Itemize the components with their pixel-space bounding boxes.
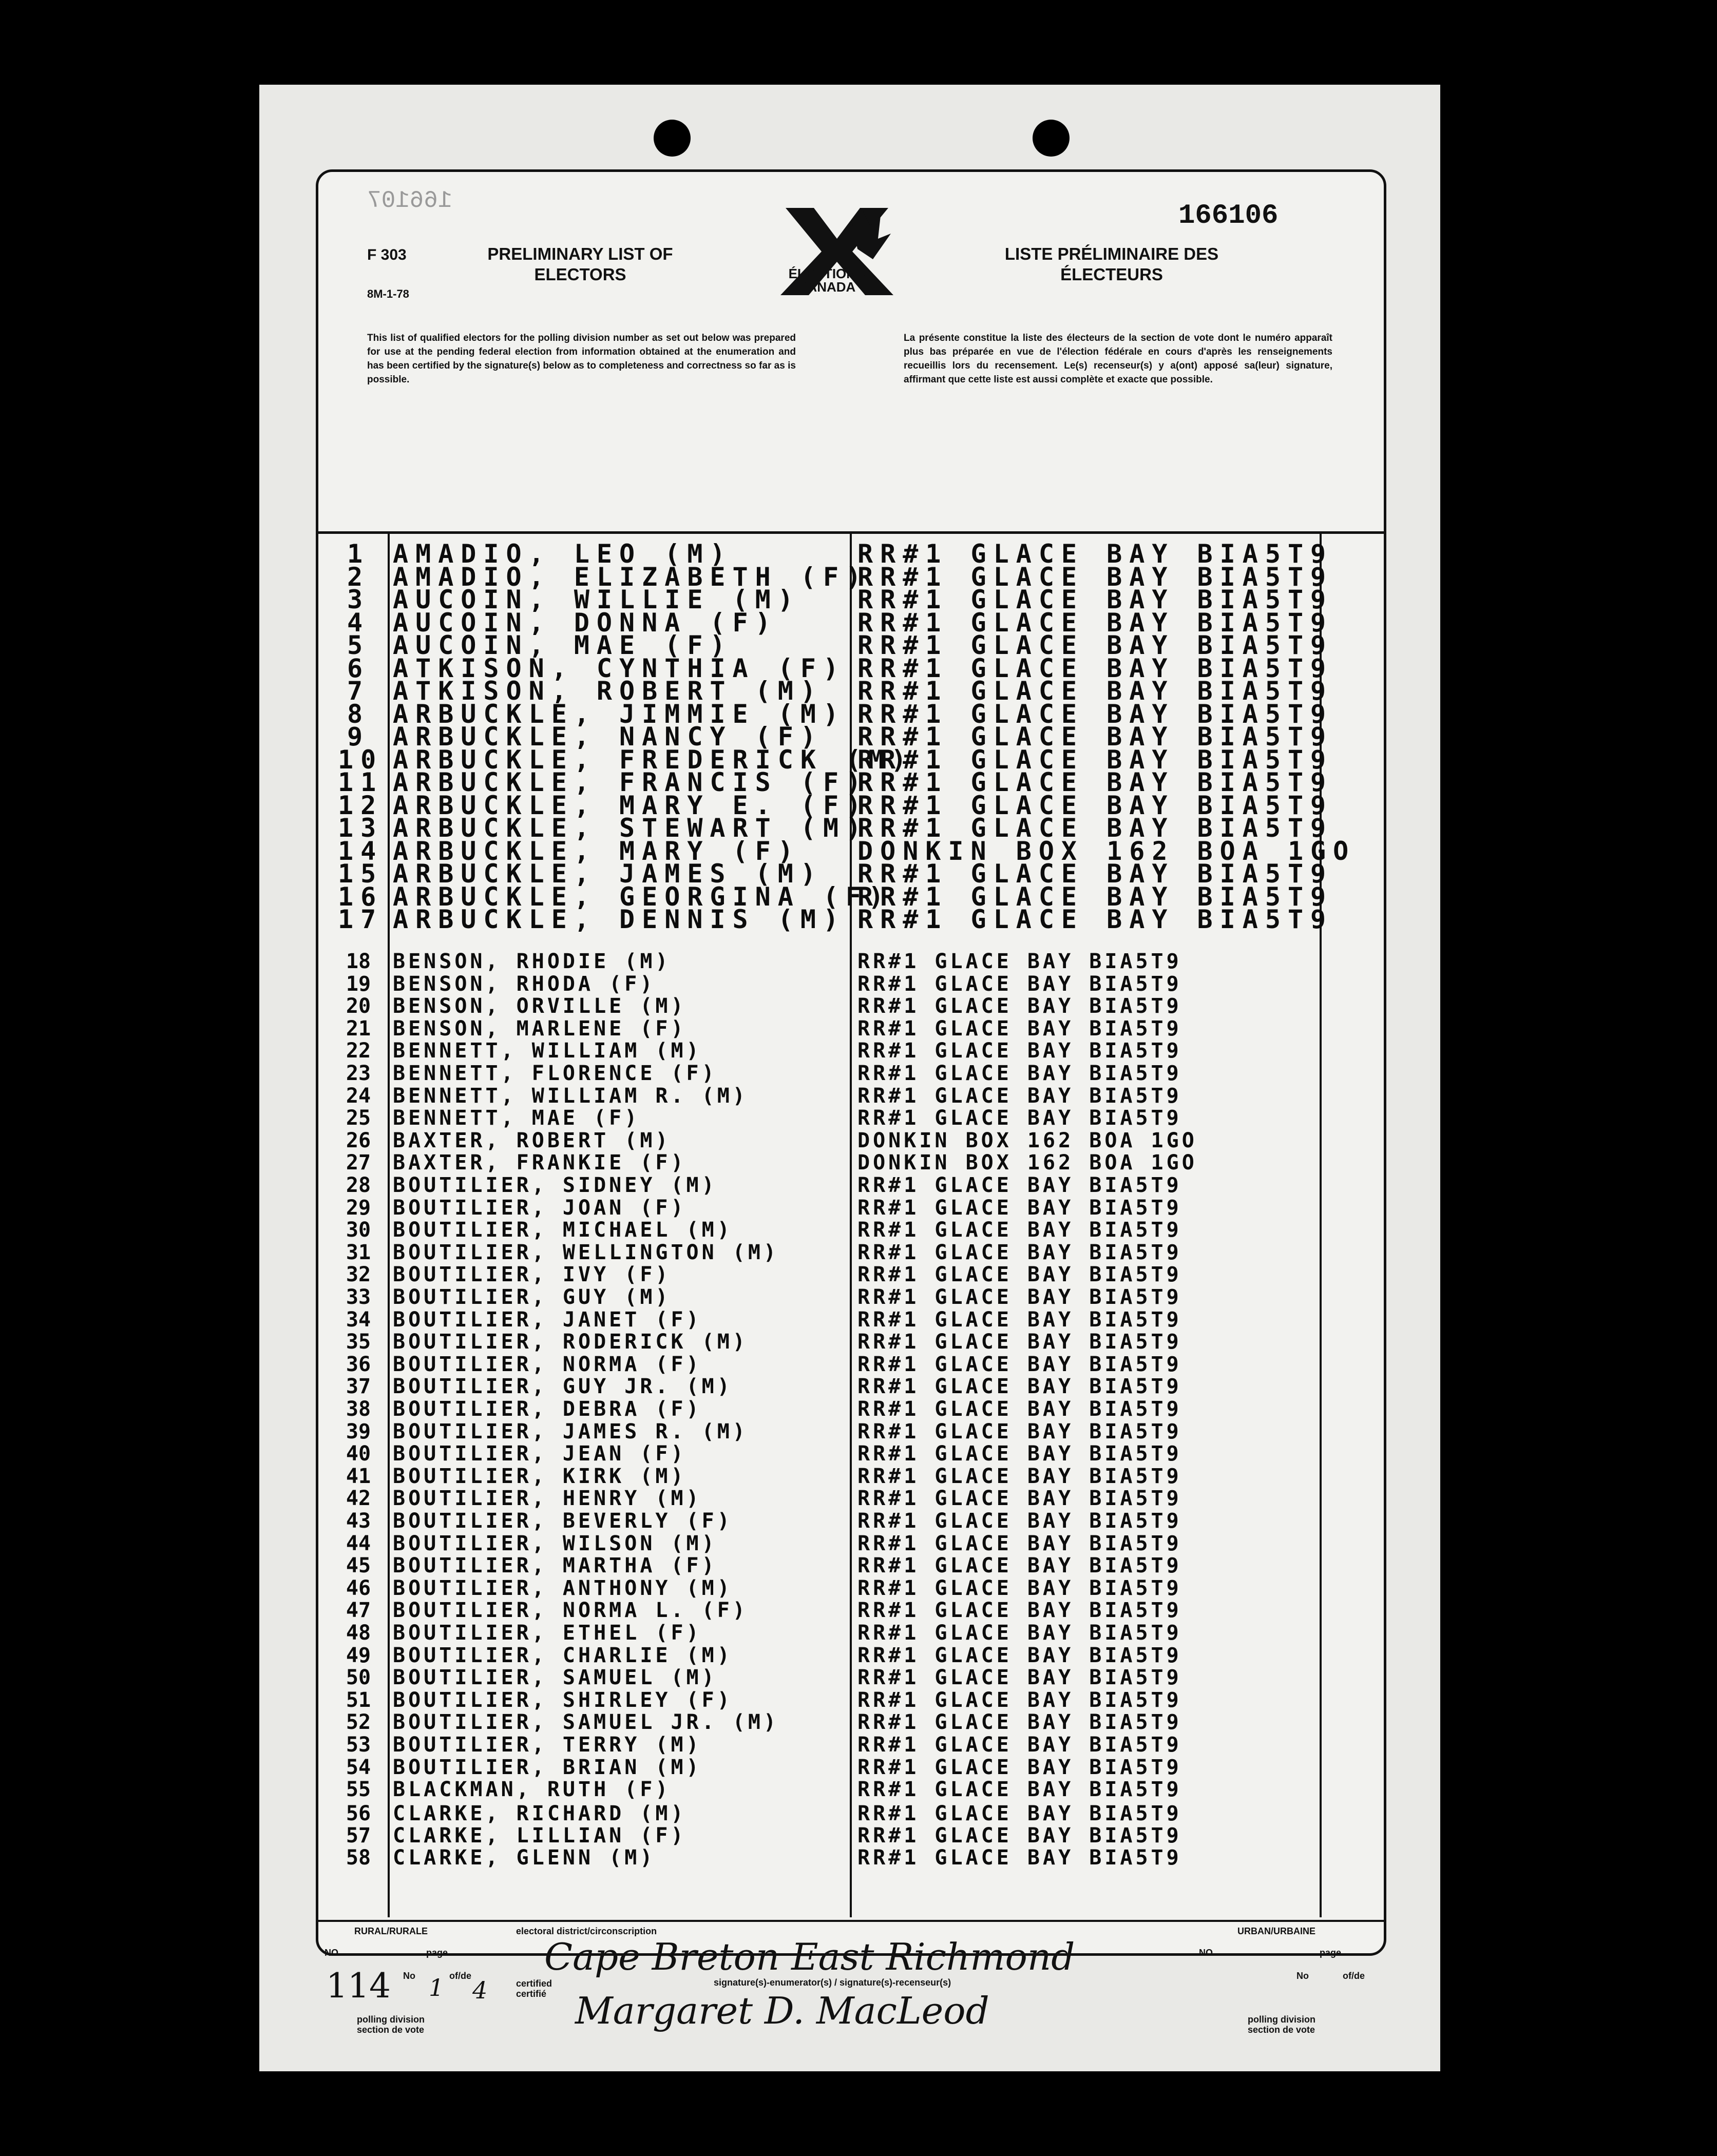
table-row: [318, 1778, 1384, 1800]
footer-divider: [318, 1920, 1384, 1922]
elector-name: BOUTILIER, MICHAEL (M): [393, 1218, 733, 1242]
elector-number: 14: [338, 836, 384, 866]
elector-name: BENSON, ORVILLE (M): [393, 994, 686, 1018]
elector-number: 23: [346, 1062, 371, 1085]
elector-address: RR#1 GLACE BAY BIA5T9: [857, 790, 1333, 820]
table-row: [318, 1285, 1384, 1308]
page-no-label: No: [403, 1971, 415, 1981]
title-en: PRELIMINARY LIST OF ELECTORS: [487, 244, 673, 284]
elector-number: 26: [346, 1128, 371, 1152]
elector-number: 24: [346, 1084, 371, 1108]
district-label: electoral district/circonscription: [516, 1926, 657, 1936]
table-row: [318, 562, 1384, 592]
table-row: [318, 1263, 1384, 1285]
intro-text-fr: La présente constitue la liste des électeurs de la section de vote dont le numéro apparaît plus bas préparée en vue de l'élection fédérale en cours d'après les renseignements recueillis lors du recensement. Le(s) recenseur(s) y a(ont) apposé sa(leur) signature, affirmant que cette liste est aussi complète et exacte que possible.: [904, 333, 1332, 385]
signature-label: signature(s)-enumerator(s) / signature(s)-recenseur(s): [714, 1977, 951, 1988]
logo-text-canada: CANADA: [797, 279, 856, 295]
elector-number: 39: [346, 1419, 371, 1443]
elector-number: 11: [338, 767, 384, 797]
elector-address: RR#1 GLACE BAY BIA5T9: [857, 1666, 1182, 1690]
elector-name: BOUTILIER, SHIRLEY (F): [393, 1688, 733, 1712]
table-row: [318, 607, 1384, 638]
elector-name: BOUTILIER, JANET (F): [393, 1307, 702, 1332]
elector-number: 28: [346, 1173, 371, 1197]
elector-address: RR#1 GLACE BAY BIA5T9: [857, 1263, 1182, 1287]
punch-hole: [654, 120, 691, 157]
elector-name: AUCOIN, MAE (F): [393, 630, 733, 660]
elector-name: BOUTILIER, GUY JR. (M): [393, 1375, 733, 1399]
elector-name: BAXTER, ROBERT (M): [393, 1128, 671, 1152]
elector-number: 15: [338, 859, 384, 889]
polling-division-label: polling division: [357, 2014, 425, 2025]
elector-number: 3: [347, 585, 370, 614]
elector-number: 45: [346, 1554, 371, 1578]
elector-address: RR#1 GLACE BAY BIA5T9: [857, 539, 1333, 569]
elector-address: RR#1 GLACE BAY BIA5T9: [857, 904, 1333, 934]
table-row: [318, 1621, 1384, 1644]
page-of-label: of/de: [449, 1971, 471, 1981]
elector-name: BENNETT, WILLIAM R. (M): [393, 1084, 748, 1108]
table-row: [318, 813, 1384, 843]
elector-number: 46: [346, 1576, 371, 1600]
certified-label: certified: [516, 1978, 552, 1989]
elector-number: 25: [346, 1106, 371, 1130]
elector-address: RR#1 GLACE BAY BIA5T9: [857, 1330, 1182, 1354]
elector-name: ARBUCKLE, DENNIS (M): [393, 904, 846, 934]
elector-name: BOUTILIER, BRIAN (M): [393, 1755, 702, 1779]
elector-address: RR#1 GLACE BAY BIA5T9: [857, 1285, 1182, 1309]
table-row: [318, 790, 1384, 820]
elector-name: BOUTILIER, JAMES R. (M): [393, 1419, 748, 1443]
elector-number: 32: [346, 1263, 371, 1287]
elector-name: AUCOIN, DONNA (F): [393, 607, 778, 638]
table-row: [318, 1576, 1384, 1599]
table-row: [318, 1554, 1384, 1576]
elector-name: CLARKE, GLENN (M): [393, 1846, 656, 1870]
elector-name: BOUTILIER, CHARLIE (M): [393, 1643, 733, 1667]
urban-page-label: page: [1320, 1948, 1342, 1958]
table-row: [318, 904, 1384, 934]
elector-number: 58: [346, 1846, 371, 1870]
elector-name: CLARKE, RICHARD (M): [393, 1802, 686, 1825]
elector-name: ATKISON, ROBERT (M): [393, 676, 823, 706]
table-row: [318, 722, 1384, 752]
elector-number: 37: [346, 1375, 371, 1399]
table-row: [318, 1241, 1384, 1263]
elector-address: RR#1 GLACE BAY BIA5T9: [857, 1509, 1182, 1533]
elector-number: 5: [347, 630, 370, 660]
table-row: [318, 1666, 1384, 1688]
elector-name: BOUTILIER, ANTHONY (M): [393, 1576, 733, 1600]
elector-address: RR#1 GLACE BAY BIA5T9: [857, 676, 1333, 706]
elector-address: RR#1 GLACE BAY BIA5T9: [857, 1240, 1182, 1264]
elector-address: RR#1 GLACE BAY BIA5T9: [857, 653, 1333, 683]
elector-address: RR#1 GLACE BAY BIA5T9: [857, 607, 1333, 638]
elector-number: 18: [346, 950, 371, 973]
elector-name: ARBUCKLE, JIMMIE (M): [393, 699, 846, 729]
elector-name: ARBUCKLE, FREDERICK (M): [393, 744, 914, 775]
elector-address: RR#1 GLACE BAY BIA5T9: [857, 972, 1182, 996]
page-total: 4: [472, 1976, 488, 2004]
intro-text-en: This list of qualified electors for the polling division number as set out below was prepared for use at the pending federal election from information obtained at the enumeration and has been certified by the signature(s) below as to completeness and correctness so far as is possible.: [367, 333, 796, 385]
elector-address: RR#1 GLACE BAY BIA5T9: [857, 630, 1333, 660]
elector-address: RR#1 GLACE BAY BIA5T9: [857, 562, 1333, 592]
table-row: [318, 1442, 1384, 1465]
table-row: [318, 767, 1384, 797]
elector-address: RR#1 GLACE BAY BIA5T9: [857, 859, 1333, 889]
elector-number: 17: [338, 904, 384, 934]
elector-address: RR#1 GLACE BAY BIA5T9: [857, 1688, 1182, 1712]
urban-page-no-label: No: [1296, 1971, 1309, 1981]
elector-number: 50: [346, 1666, 371, 1690]
table-row: [318, 972, 1384, 995]
table-row: [318, 1129, 1384, 1151]
elector-number: 7: [347, 676, 370, 706]
elector-number: 31: [346, 1240, 371, 1264]
elector-address: RR#1 GLACE BAY BIA5T9: [857, 950, 1182, 973]
table-row: [318, 1688, 1384, 1711]
elector-name: BOUTILIER, HENRY (M): [393, 1487, 702, 1511]
elector-address: RR#1 GLACE BAY BIA5T9: [857, 1802, 1182, 1825]
elector-name: BENSON, MARLENE (F): [393, 1016, 686, 1041]
elector-name: ARBUCKLE, NANCY (F): [393, 722, 823, 752]
elector-name: ARBUCKLE, MARY E. (F): [393, 790, 869, 820]
serial-number: 166106: [1178, 200, 1279, 232]
elector-name: BOUTILIER, JEAN (F): [393, 1442, 686, 1466]
elector-address: DONKIN BOX 162 BOA 1GO: [857, 1151, 1197, 1175]
table-row: [318, 1644, 1384, 1666]
table-row: [318, 1710, 1384, 1733]
table-row: [318, 1173, 1384, 1196]
elector-name: BOUTILIER, RODERICK (M): [393, 1330, 748, 1354]
elector-address: RR#1 GLACE BAY BIA5T9: [857, 744, 1333, 775]
elector-name: BENSON, RHODA (F): [393, 972, 656, 996]
elector-number: 22: [346, 1039, 371, 1063]
elector-address: RR#1 GLACE BAY BIA5T9: [857, 1442, 1182, 1466]
elector-name: ATKISON, CYNTHIA (F): [393, 653, 846, 683]
table-row: [318, 630, 1384, 660]
elector-number: 38: [346, 1397, 371, 1421]
table-row: [318, 539, 1384, 569]
certified-label-fr: certifié: [516, 1989, 547, 1999]
table-row: [318, 744, 1384, 775]
table-row: [318, 950, 1384, 972]
elector-number: 21: [346, 1016, 371, 1041]
table-row: [318, 1106, 1384, 1129]
elector-address: RR#1 GLACE BAY BIA5T9: [857, 1397, 1182, 1421]
urban-label: URBAN/URBAINE: [1237, 1926, 1315, 1936]
elector-number: 13: [338, 813, 384, 843]
elector-address: DONKIN BOX 162 BOA 1GO: [857, 836, 1356, 866]
elector-number: 40: [346, 1442, 371, 1466]
elector-address: RR#1 GLACE BAY BIA5T9: [857, 881, 1333, 912]
elector-address: RR#1 GLACE BAY BIA5T9: [857, 1084, 1182, 1108]
elector-name: AMADIO, ELIZABETH (F): [393, 562, 869, 592]
elector-name: ARBUCKLE, FRANCIS (F): [393, 767, 869, 797]
table-row: [318, 1062, 1384, 1084]
elector-number: 16: [338, 881, 384, 912]
elector-address: RR#1 GLACE BAY BIA5T9: [857, 1487, 1182, 1511]
elector-number: 1: [347, 539, 370, 569]
elector-name: BOUTILIER, WILSON (M): [393, 1531, 717, 1555]
elector-address: RR#1 GLACE BAY BIA5T9: [857, 1576, 1182, 1600]
table-row: [318, 1039, 1384, 1062]
elector-address: RR#1 GLACE BAY BIA5T9: [857, 1352, 1182, 1376]
table-row: [318, 1420, 1384, 1442]
elector-number: 55: [346, 1778, 371, 1802]
elector-name: BOUTILIER, DEBRA (F): [393, 1397, 702, 1421]
elector-name: BOUTILIER, SAMUEL JR. (M): [393, 1710, 779, 1735]
elector-address: RR#1 GLACE BAY BIA5T9: [857, 1778, 1182, 1802]
elector-address: RR#1 GLACE BAY BIA5T9: [857, 1173, 1182, 1197]
table-row: [318, 1397, 1384, 1420]
elector-name: BOUTILIER, GUY (M): [393, 1285, 671, 1309]
elector-address: RR#1 GLACE BAY BIA5T9: [857, 1824, 1182, 1847]
elector-name: AUCOIN, WILLIE (M): [393, 585, 800, 614]
table-row: [318, 676, 1384, 706]
electoral-district: Cape Breton East Richmond: [544, 1935, 1075, 1978]
table-row: [318, 994, 1384, 1017]
table-row: [318, 1846, 1384, 1869]
table-row: [318, 1151, 1384, 1173]
rural-page-label: page: [426, 1948, 448, 1958]
table-row: [318, 1465, 1384, 1487]
elector-address: RR#1 GLACE BAY BIA5T9: [857, 1643, 1182, 1667]
form-footer: [318, 1922, 1384, 2035]
elector-name: BOUTILIER, ETHEL (F): [393, 1621, 702, 1645]
elector-number: 12: [338, 790, 384, 820]
table-row: [318, 1308, 1384, 1331]
elector-number: 2: [347, 562, 370, 592]
table-row: [318, 859, 1384, 889]
table-row: [318, 1084, 1384, 1107]
table-row: [318, 1599, 1384, 1621]
elector-number: 27: [346, 1151, 371, 1175]
polling-division-label-fr: section de vote: [357, 2025, 425, 2035]
table-row: [318, 1509, 1384, 1532]
elector-number: 56: [346, 1802, 371, 1825]
form-revision: 8M-1-78: [367, 287, 409, 300]
elector-name: CLARKE, LILLIAN (F): [393, 1824, 686, 1847]
table-row: [318, 653, 1384, 683]
table-row: [318, 1824, 1384, 1846]
logo-text-elections: ÉLECTIONS: [788, 266, 865, 281]
elector-address: RR#1 GLACE BAY BIA5T9: [857, 813, 1333, 843]
enumerator-signature: Margaret D. MacLeod: [575, 1989, 989, 2032]
elector-address: RR#1 GLACE BAY BIA5T9: [857, 1464, 1182, 1488]
elector-address: RR#1 GLACE BAY BIA5T9: [857, 767, 1333, 797]
elector-name: BOUTILIER, IVY (F): [393, 1263, 671, 1287]
elector-number: 51: [346, 1688, 371, 1712]
rural-label: RURAL/RURALE: [354, 1926, 428, 1936]
elector-number: 43: [346, 1509, 371, 1533]
elector-number: 49: [346, 1643, 371, 1667]
elector-address: RR#1 GLACE BAY BIA5T9: [857, 1016, 1182, 1041]
table-row: [318, 1487, 1384, 1509]
elector-number: 20: [346, 994, 371, 1018]
urban-no-label: NO: [1199, 1948, 1213, 1958]
elector-name: ARBUCKLE, JAMES (M): [393, 859, 823, 889]
electors-form: [316, 169, 1386, 2035]
urban-polling-label-fr: section de vote: [1248, 2025, 1315, 2035]
table-row: [318, 1196, 1384, 1219]
elector-address: RR#1 GLACE BAY BIA5T9: [857, 1599, 1182, 1623]
elector-name: BOUTILIER, SIDNEY (M): [393, 1173, 717, 1197]
table-row: [318, 699, 1384, 729]
elector-number: 9: [347, 722, 370, 752]
elector-number: 35: [346, 1330, 371, 1354]
elector-name: BAXTER, FRANKIE (F): [393, 1151, 686, 1175]
elector-address: RR#1 GLACE BAY BIA5T9: [857, 994, 1182, 1018]
elector-address: RR#1 GLACE BAY BIA5T9: [857, 1039, 1182, 1063]
form-code: F 303: [367, 246, 407, 263]
elector-number: 42: [346, 1487, 371, 1511]
elector-address: RR#1 GLACE BAY BIA5T9: [857, 1755, 1182, 1779]
elector-name: ARBUCKLE, STEWART (M): [393, 813, 869, 843]
elector-name: BOUTILIER, NORMA L. (F): [393, 1599, 748, 1623]
elector-number: 57: [346, 1824, 371, 1847]
elector-number: 47: [346, 1599, 371, 1623]
table-row: [318, 881, 1384, 912]
table-row: [318, 1375, 1384, 1397]
elector-address: RR#1 GLACE BAY BIA5T9: [857, 1218, 1182, 1242]
elector-name: BOUTILIER, JOAN (F): [393, 1196, 686, 1220]
elector-address: RR#1 GLACE BAY BIA5T9: [857, 1106, 1182, 1130]
polling-division-number: 114: [326, 1966, 391, 2006]
table-row: [318, 585, 1384, 614]
logo-text: [775, 267, 878, 294]
table-row: [318, 1218, 1384, 1241]
elector-name: BENSON, RHODIE (M): [393, 950, 671, 973]
elector-name: AMADIO, LEO (M): [393, 539, 733, 569]
elector-address: RR#1 GLACE BAY BIA5T9: [857, 1307, 1182, 1332]
table-row: [318, 1330, 1384, 1353]
table-row: [318, 1532, 1384, 1554]
punch-hole: [1033, 120, 1070, 157]
elector-address: RR#1 GLACE BAY BIA5T9: [857, 1733, 1182, 1757]
elector-number: 53: [346, 1733, 371, 1757]
elector-number: 54: [346, 1755, 371, 1779]
elector-number: 36: [346, 1352, 371, 1376]
elector-address: RR#1 GLACE BAY BIA5T9: [857, 699, 1333, 729]
elector-number: 44: [346, 1531, 371, 1555]
elector-name: BOUTILIER, KIRK (M): [393, 1464, 686, 1488]
table-row: [318, 1756, 1384, 1778]
elector-name: BENNETT, WILLIAM (M): [393, 1039, 702, 1063]
elector-name: BOUTILIER, NORMA (F): [393, 1352, 702, 1376]
elector-name: BENNETT, FLORENCE (F): [393, 1062, 717, 1085]
elector-name: BOUTILIER, WELLINGTON (M): [393, 1240, 779, 1264]
elector-number: 52: [346, 1710, 371, 1735]
elector-name: BENNETT, MAE (F): [393, 1106, 640, 1130]
elector-name: BOUTILIER, BEVERLY (F): [393, 1509, 733, 1533]
elector-name: BOUTILIER, MARTHA (F): [393, 1554, 717, 1578]
elector-number: 4: [347, 607, 370, 638]
urban-polling-label: polling division: [1248, 2014, 1315, 2025]
elector-address: RR#1 GLACE BAY BIA5T9: [857, 1554, 1182, 1578]
table-row: [318, 1802, 1384, 1824]
elector-address: RR#1 GLACE BAY BIA5T9: [857, 1062, 1182, 1085]
elector-name: ARBUCKLE, GEORGINA (F): [393, 881, 891, 912]
document-sheet: [259, 85, 1440, 2071]
elector-address: RR#1 GLACE BAY BIA5T9: [857, 585, 1333, 614]
elector-number: 19: [346, 972, 371, 996]
elector-address: RR#1 GLACE BAY BIA5T9: [857, 1375, 1182, 1399]
elector-name: ARBUCKLE, MARY (F): [393, 836, 800, 866]
elector-address: RR#1 GLACE BAY BIA5T9: [857, 1196, 1182, 1220]
elector-number: 8: [347, 699, 370, 729]
elector-number: 48: [346, 1621, 371, 1645]
elector-address: RR#1 GLACE BAY BIA5T9: [857, 1419, 1182, 1443]
title-fr: LISTE PRÉLIMINAIRE DES ÉLECTEURS: [1004, 244, 1219, 284]
elector-address: RR#1 GLACE BAY BIA5T9: [857, 1846, 1182, 1870]
rural-no-label: NO: [325, 1948, 338, 1958]
table-row: [318, 1017, 1384, 1040]
table-row: [318, 1733, 1384, 1756]
elector-number: 33: [346, 1285, 371, 1309]
elector-name: BOUTILIER, TERRY (M): [393, 1733, 702, 1757]
page-number: 1: [429, 1974, 444, 2001]
elector-number: 10: [338, 744, 384, 775]
urban-of-label: of/de: [1343, 1971, 1365, 1981]
bleed-through-number: 166107: [367, 187, 452, 214]
elector-address: DONKIN BOX 162 BOA 1GO: [857, 1128, 1197, 1152]
elector-address: RR#1 GLACE BAY BIA5T9: [857, 722, 1333, 752]
elector-number: 41: [346, 1464, 371, 1488]
elector-number: 6: [347, 653, 370, 683]
elector-address: RR#1 GLACE BAY BIA5T9: [857, 1710, 1182, 1735]
elector-name: BOUTILIER, SAMUEL (M): [393, 1666, 717, 1690]
table-row: [318, 1353, 1384, 1375]
table-row: [318, 836, 1384, 866]
elector-number: 30: [346, 1218, 371, 1242]
elector-name: BLACKMAN, RUTH (F): [393, 1778, 671, 1802]
elector-number: 29: [346, 1196, 371, 1220]
elector-address: RR#1 GLACE BAY BIA5T9: [857, 1531, 1182, 1555]
elector-address: RR#1 GLACE BAY BIA5T9: [857, 1621, 1182, 1645]
elector-number: 34: [346, 1307, 371, 1332]
